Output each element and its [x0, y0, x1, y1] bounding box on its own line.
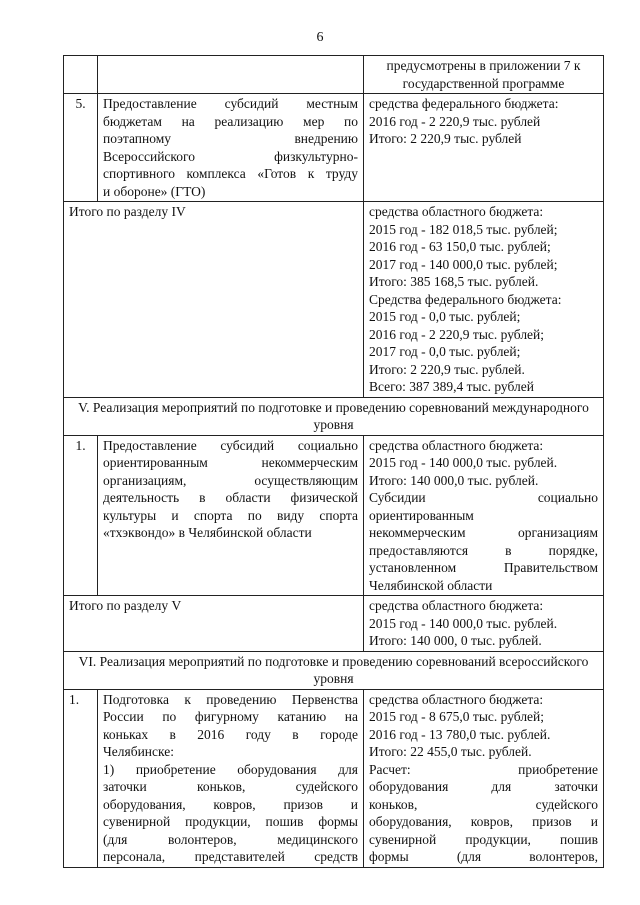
funding-info [364, 202, 604, 398]
funding-line: оборудования для заточки [369, 779, 598, 794]
funding-line: Итого: 2 220,9 тыс. рублей [369, 131, 522, 146]
continued-text: предусмотрены в приложении 7 к государственной программе [364, 56, 604, 94]
funding-line: Итого: 140 000, 0 тыс. рублей. [369, 633, 542, 648]
funding-line: ориентированным [369, 507, 474, 523]
funding-line: 2016 год - 13 780,0 тыс. рублей. [369, 726, 551, 742]
item-description [98, 689, 364, 867]
text-line: (для волонтеров, медицинского [103, 831, 358, 847]
funding-line: коньков, судейского [369, 796, 598, 812]
page-number: 6 [316, 30, 324, 45]
text-line: Предоставление субсидий местным [103, 96, 358, 111]
text-line: 1) приобретение оборудования для [103, 761, 358, 777]
funding-line: 2015 год - 140 000,0 тыс. рублей. [369, 455, 558, 470]
funding-info [364, 596, 604, 652]
item-description [98, 94, 364, 202]
funding-line: Итого: 140 000,0 тыс. рублей. [369, 472, 539, 488]
funding-line: 2015 год - 182 018,5 тыс. рублей; [369, 221, 558, 237]
text-line: оборудования, ковров, призов и [103, 796, 358, 812]
table-row-total-section-5 [64, 596, 604, 652]
funding-line: предоставляются в порядке, [369, 542, 598, 558]
table-row-continued [64, 56, 604, 94]
funding-line: Средства федерального бюджета: [369, 291, 562, 307]
funding-line: 2017 год - 140 000,0 тыс. рублей; [369, 256, 558, 272]
funding-line: Итого: 385 168,5 тыс. рублей. [369, 274, 539, 289]
text-line: персонала, представителей средств [103, 849, 358, 864]
text-line: коньках в 2016 году в городе [103, 726, 358, 742]
funding-line: Расчет: приобретение [369, 761, 598, 777]
funding-line: 2015 год - 8 675,0 тыс. рублей; [369, 709, 545, 724]
text-line: заточки коньков, судейского [103, 779, 358, 794]
funding-line: 2015 год - 0,0 тыс. рублей; [369, 309, 521, 324]
table-row-item-5 [64, 94, 604, 202]
text-line: организациям, осуществляющим [103, 472, 358, 488]
section-heading-row [64, 651, 604, 689]
text-line: ориентированным некоммерческим [103, 455, 358, 470]
cell-empty [98, 56, 364, 94]
funding-line: средства федерального бюджета: [369, 96, 559, 111]
text-line: Предоставление субсидий социально [103, 437, 358, 453]
funding-line: 2015 год - 140 000,0 тыс. рублей. [369, 615, 558, 631]
text-line: Всероссийского физкультурно- [103, 148, 358, 164]
table-row-total-section-4 [64, 202, 604, 398]
text-line: России по фигурному катанию на [103, 709, 358, 724]
funding-line: 2016 год - 63 150,0 тыс. рублей; [369, 239, 551, 254]
text-line: и обороне» (ГТО) [103, 183, 206, 199]
funding-line: оборудования, ковров, призов и [369, 814, 598, 829]
funding-line: средства областного бюджета: [369, 691, 544, 707]
funding-line: Субсидии социально [369, 490, 598, 505]
funding-info [364, 689, 604, 867]
funding-line: 2016 год - 2 220,9 тыс. рублей; [369, 326, 545, 342]
section-heading-row [64, 397, 604, 435]
funding-line: средства областного бюджета: [369, 437, 544, 453]
funding-line: сувенирной продукции, пошив [369, 831, 598, 847]
text-line: сувенирной продукции, пошив формы [103, 814, 358, 829]
total-label: Итого по разделу IV [64, 202, 364, 398]
funding-line: средства областного бюджета: [369, 204, 544, 219]
table-row-item-5-1 [64, 435, 604, 596]
text-line: деятельность в области физической [103, 490, 358, 505]
text-line: спортивного комплекса «Готов к труду [103, 166, 358, 181]
funding-info [364, 435, 604, 596]
text-line: культуры и спорта по виду спорта [103, 507, 358, 523]
program-table [63, 55, 604, 868]
text-line: Подготовка к проведению Первенства [103, 691, 358, 707]
funding-line: средства областного бюджета: [369, 598, 544, 613]
funding-line: некоммерческим организациям [369, 525, 598, 540]
text-line: Челябинске: [103, 744, 174, 759]
text-line: поэтапному внедрению [103, 131, 358, 146]
section-heading: VI. Реализация мероприятий по подготовке и проведению соревнований всероссийского уровня [64, 651, 604, 689]
item-description [98, 435, 364, 596]
funding-info [364, 94, 604, 202]
funding-line: установленном Правительством [369, 560, 598, 575]
funding-line: Итого: 22 455,0 тыс. рублей. [369, 744, 532, 759]
funding-line: Челябинской области [369, 577, 493, 593]
funding-line: 2017 год - 0,0 тыс. рублей; [369, 344, 521, 359]
row-number: 1. [64, 435, 98, 596]
funding-line: Итого: 2 220,9 тыс. рублей. [369, 361, 525, 377]
total-label: Итого по разделу V [64, 596, 364, 652]
funding-line: 2016 год - 2 220,9 тыс. рублей [369, 113, 541, 129]
section-heading: V. Реализация мероприятий по подготовке и проведению соревнований международного уровня [64, 397, 604, 435]
row-number: 1. [64, 689, 98, 867]
cell-empty [64, 56, 98, 94]
text-line: бюджетам на реализацию мер по [103, 113, 358, 129]
funding-line: Всего: 387 389,4 тыс. рублей [369, 379, 534, 394]
text-line: «тхэквондо» в Челябинской области [103, 525, 312, 540]
table-row-item-6-1 [64, 689, 604, 867]
row-number: 5. [64, 94, 98, 202]
funding-line: формы (для волонтеров, [369, 849, 598, 864]
